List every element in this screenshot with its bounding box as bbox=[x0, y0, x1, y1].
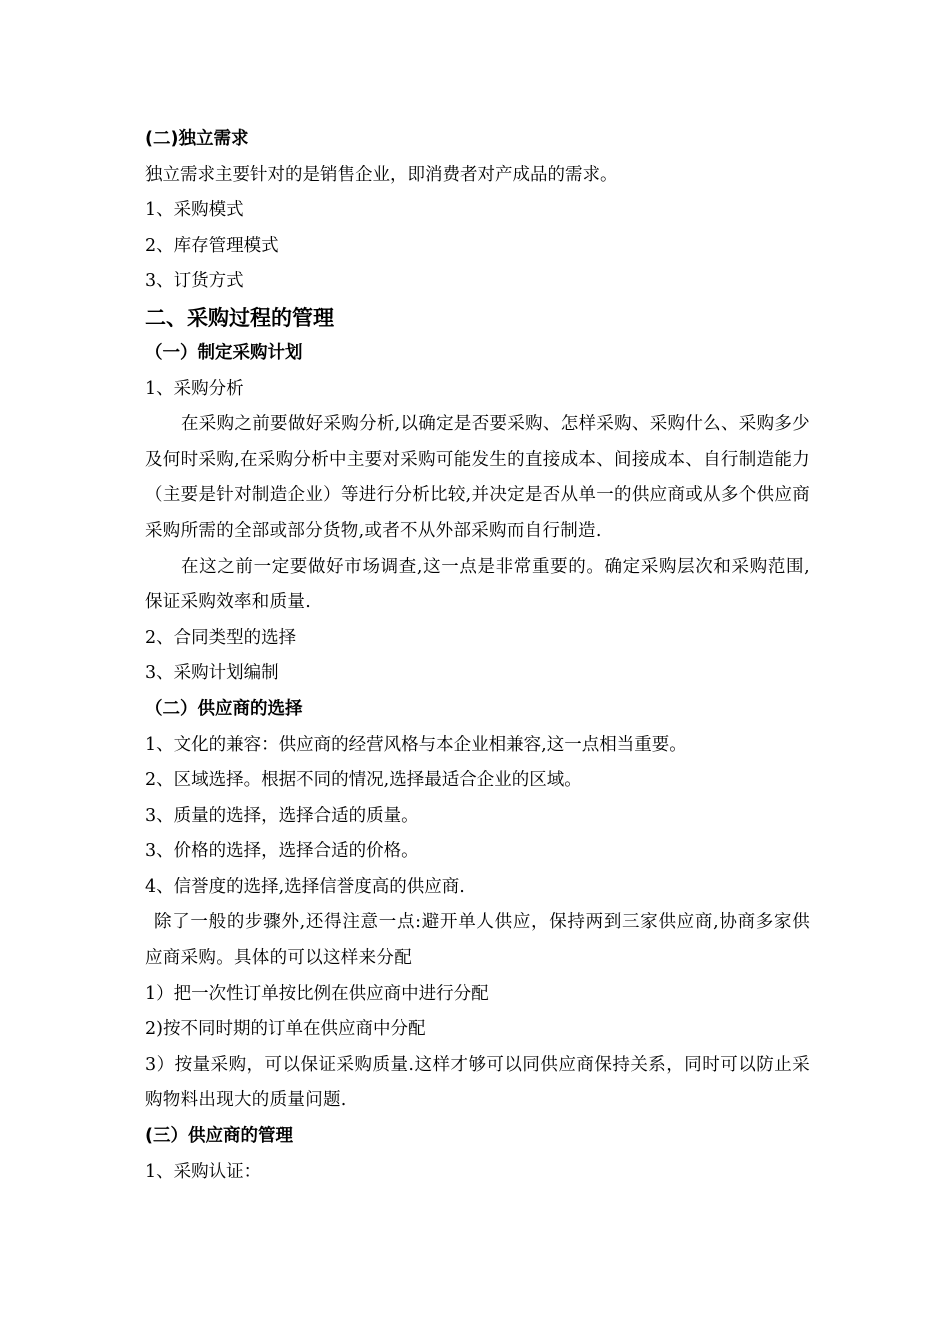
list-item: 3、质量的选择，选择合适的质量。 bbox=[145, 805, 419, 826]
chapter-heading-procurement-process: 二、采购过程的管理 bbox=[145, 305, 334, 330]
list-item: 2、合同类型的选择 bbox=[145, 627, 297, 648]
list-item: 3、订货方式 bbox=[145, 271, 244, 292]
section-heading-supplier-management: (三）供应商的管理 bbox=[145, 1126, 293, 1147]
list-item: 2、区域选择。根据不同的情况,选择最适合企业的区域。 bbox=[145, 770, 582, 791]
list-item: 1、采购分析 bbox=[145, 378, 244, 399]
paragraph: 在采购之前要做好采购分析,以确定是否要采购、怎样采购、采购什么、采购多少及何时采购,在采购分析中主要对采购可能发生的直接成本、间接成本、自行制造能力（主要是针对制造企业）等进行分析比较,并决定是否从单一的供应商或从多个供应商采购所需的全部或部分货物,或者不从外部采购而自行制造. bbox=[145, 414, 810, 541]
section-heading-independent-demand: (二)独立需求 bbox=[145, 129, 249, 149]
list-item: 2)按不同时期的订单在供应商中分配 bbox=[145, 1019, 426, 1040]
list-item: 1、文化的兼容：供应商的经营风格与本企业相兼容,这一点相当重要。 bbox=[145, 734, 687, 755]
list-item: 3、价格的选择，选择合适的价格。 bbox=[145, 841, 419, 862]
paragraph: 3）按量采购，可以保证采购质量.这样才够可以同供应商保持关系，同时可以防止采购物料出现大的质量问题. bbox=[145, 1054, 810, 1111]
list-item: 1、采购模式 bbox=[145, 200, 244, 221]
list-item: 4、信誉度的选择,选择信誉度高的供应商. bbox=[145, 876, 465, 897]
document-body bbox=[145, 122, 810, 1190]
section-heading-supplier-selection: （二）供应商的选择 bbox=[145, 698, 303, 719]
list-item: 2、库存管理模式 bbox=[145, 235, 279, 256]
paragraph: 独立需求主要针对的是销售企业，即消费者对产成品的需求。 bbox=[145, 164, 618, 185]
list-item: 1、采购认证： bbox=[145, 1161, 262, 1182]
list-item: 1）把一次性订单按比例在供应商中进行分配 bbox=[145, 983, 489, 1004]
paragraph: 除了一般的步骤外,还得注意一点:避开单人供应，保持两到三家供应商,协商多家供应商采购。具体的可以这样来分配 bbox=[145, 912, 810, 969]
paragraph: 在这之前一定要做好市场调查,这一点是非常重要的。确定采购层次和采购范围,保证采购效率和质量. bbox=[145, 556, 810, 613]
section-heading-procurement-plan: （一）制定采购计划 bbox=[145, 342, 303, 363]
list-item: 3、采购计划编制 bbox=[145, 663, 279, 684]
